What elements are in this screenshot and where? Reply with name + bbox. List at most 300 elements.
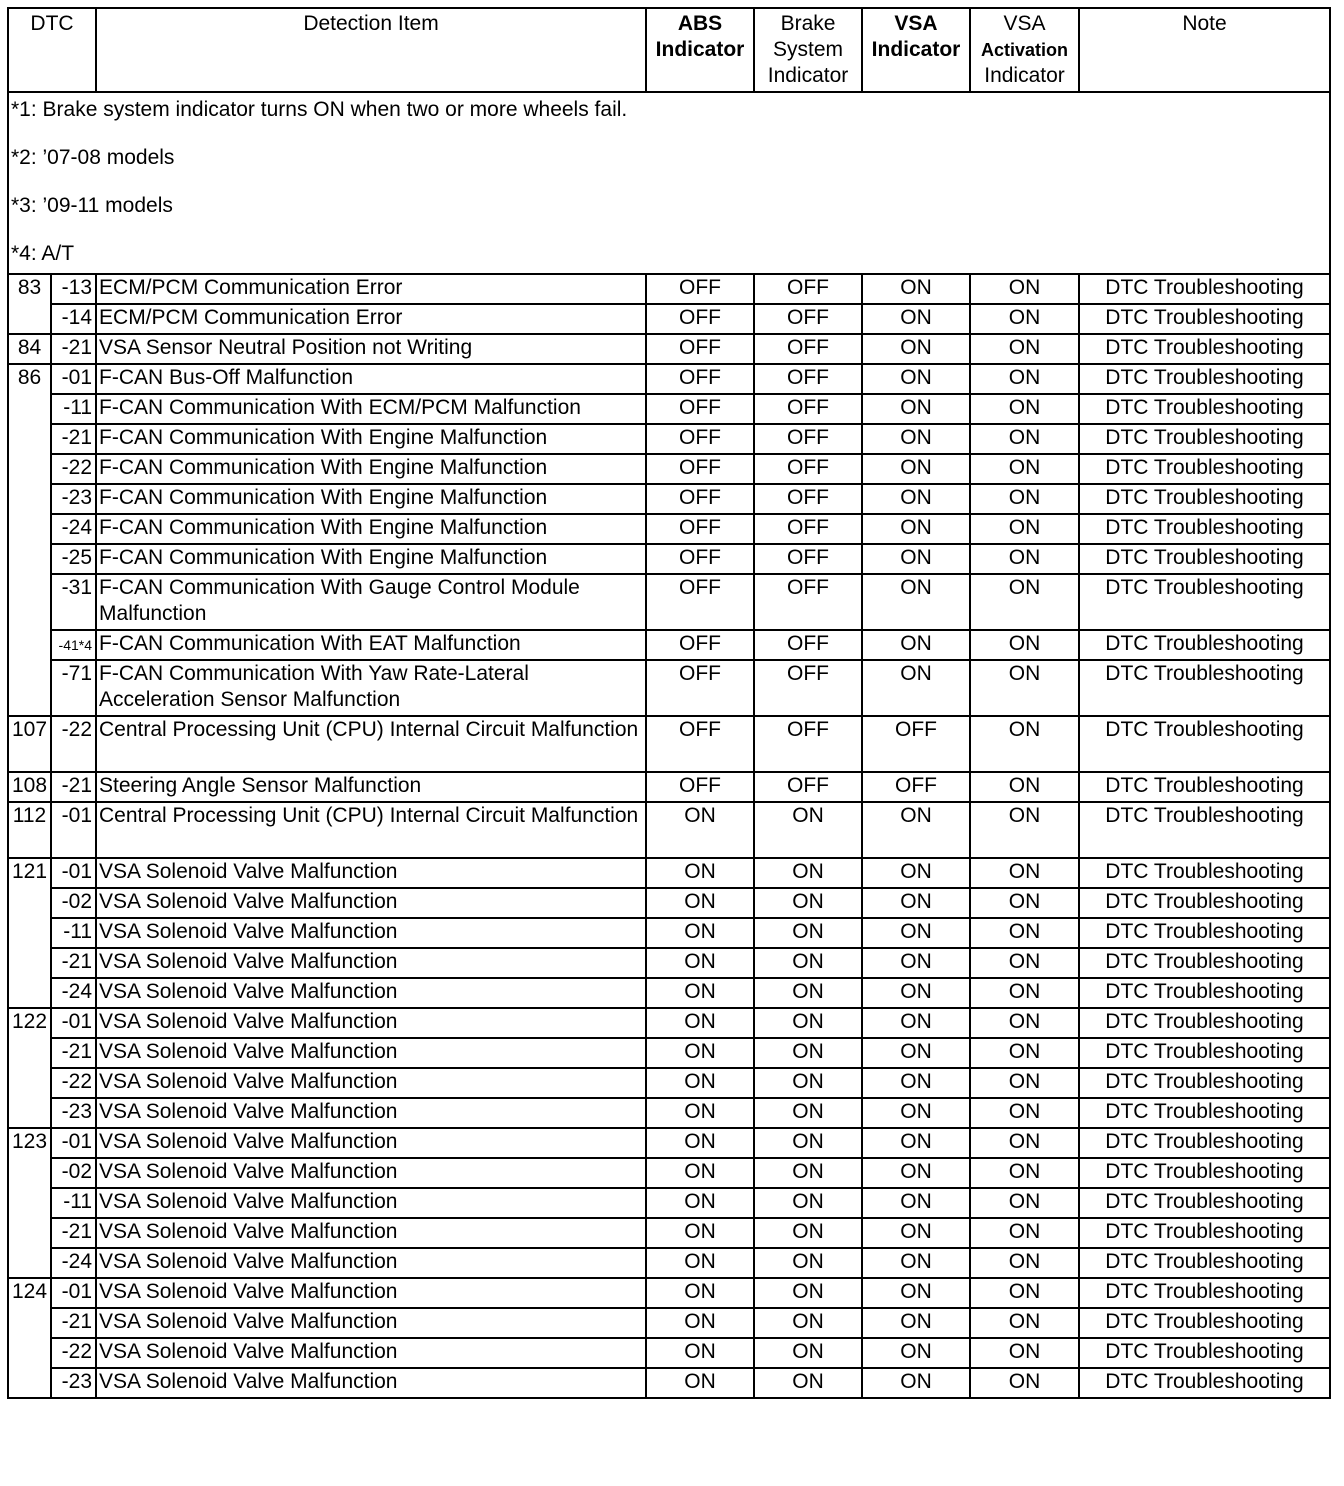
table-row <box>8 948 1330 978</box>
brake-system-indicator-state: OFF <box>754 334 862 364</box>
vsa-activation-indicator-state: ON <box>970 1128 1079 1158</box>
dtc-subcode: -11 <box>51 1188 96 1218</box>
table-row <box>8 858 1330 888</box>
header-row <box>8 8 1330 92</box>
abs-indicator-state: ON <box>646 802 754 858</box>
table-row <box>8 1188 1330 1218</box>
table-row <box>8 1248 1330 1278</box>
header-note: Note <box>1079 8 1330 92</box>
vsa-activation-indicator-state: ON <box>970 978 1079 1008</box>
detection-item: VSA Solenoid Valve Malfunction <box>96 1218 646 1248</box>
vsa-activation-indicator-state: ON <box>970 274 1079 304</box>
dtc-code: 107 <box>8 716 51 772</box>
brake-system-indicator-state: ON <box>754 1188 862 1218</box>
brake-system-indicator-state: ON <box>754 918 862 948</box>
dtc-subcode: -01 <box>51 1008 96 1038</box>
table-row <box>8 802 1330 858</box>
dtc-subcode: -14 <box>51 304 96 334</box>
brake-system-indicator-state: ON <box>754 1008 862 1038</box>
dtc-subcode: -21 <box>51 948 96 978</box>
abs-indicator-state: ON <box>646 948 754 978</box>
table-row <box>8 978 1330 1008</box>
dtc-subcode: -13 <box>51 274 96 304</box>
footnotes <box>8 92 1330 274</box>
brake-system-indicator-state: OFF <box>754 364 862 394</box>
note-link: DTC Troubleshooting <box>1079 948 1330 978</box>
note-link: DTC Troubleshooting <box>1079 918 1330 948</box>
abs-indicator-state: ON <box>646 1008 754 1038</box>
table-row <box>8 304 1330 334</box>
note-link: DTC Troubleshooting <box>1079 304 1330 334</box>
abs-indicator-state: ON <box>646 1248 754 1278</box>
table-row <box>8 334 1330 364</box>
detection-item: VSA Solenoid Valve Malfunction <box>96 1278 646 1308</box>
detection-item: F-CAN Communication With Engine Malfunction <box>96 424 646 454</box>
note-link: DTC Troubleshooting <box>1079 978 1330 1008</box>
vsa-indicator-state: ON <box>862 858 970 888</box>
note-link: DTC Troubleshooting <box>1079 1248 1330 1278</box>
dtc-subcode: -24 <box>51 978 96 1008</box>
detection-item: F-CAN Communication With ECM/PCM Malfunction <box>96 394 646 424</box>
abs-indicator-state: ON <box>646 1128 754 1158</box>
footnote: *4: A/T <box>11 242 75 265</box>
table-row <box>8 772 1330 802</box>
abs-indicator-state: ON <box>646 1368 754 1398</box>
note-link: DTC Troubleshooting <box>1079 1008 1330 1038</box>
abs-indicator-state: ON <box>646 1338 754 1368</box>
brake-system-indicator-state: ON <box>754 1068 862 1098</box>
vsa-activation-indicator-state: ON <box>970 1098 1079 1128</box>
note-link: DTC Troubleshooting <box>1079 484 1330 514</box>
detection-item: F-CAN Communication With EAT Malfunction <box>96 630 646 660</box>
table-row <box>8 424 1330 454</box>
vsa-indicator-state: ON <box>862 574 970 630</box>
abs-indicator-state: ON <box>646 918 754 948</box>
vsa-indicator-state: ON <box>862 888 970 918</box>
table-row <box>8 1008 1330 1038</box>
brake-system-indicator-state: OFF <box>754 454 862 484</box>
vsa-indicator-state: ON <box>862 948 970 978</box>
detection-item: F-CAN Communication With Engine Malfunction <box>96 484 646 514</box>
table-row <box>8 1338 1330 1368</box>
abs-indicator-state: OFF <box>646 514 754 544</box>
note-link: DTC Troubleshooting <box>1079 772 1330 802</box>
note-link: DTC Troubleshooting <box>1079 716 1330 772</box>
detection-item: VSA Sensor Neutral Position not Writing <box>96 334 646 364</box>
abs-indicator-state: OFF <box>646 274 754 304</box>
dtc-subcode: -21 <box>51 424 96 454</box>
detection-item: Central Processing Unit (CPU) Internal Circuit Malfunction <box>96 802 646 858</box>
detection-item: VSA Solenoid Valve Malfunction <box>96 1008 646 1038</box>
brake-system-indicator-state: ON <box>754 1248 862 1278</box>
abs-indicator-state: OFF <box>646 424 754 454</box>
note-link: DTC Troubleshooting <box>1079 1188 1330 1218</box>
detection-item: VSA Solenoid Valve Malfunction <box>96 1038 646 1068</box>
brake-system-indicator-state: OFF <box>754 484 862 514</box>
note-link: DTC Troubleshooting <box>1079 424 1330 454</box>
abs-indicator-state: OFF <box>646 454 754 484</box>
note-link: DTC Troubleshooting <box>1079 514 1330 544</box>
brake-system-indicator-state: OFF <box>754 424 862 454</box>
note-link: DTC Troubleshooting <box>1079 1098 1330 1128</box>
table-row <box>8 716 1330 772</box>
brake-system-indicator-state: ON <box>754 1218 862 1248</box>
note-link: DTC Troubleshooting <box>1079 394 1330 424</box>
table-row <box>8 1038 1330 1068</box>
brake-system-indicator-state: ON <box>754 978 862 1008</box>
brake-system-indicator-state: OFF <box>754 394 862 424</box>
vsa-activation-indicator-state: ON <box>970 1218 1079 1248</box>
detection-item: ECM/PCM Communication Error <box>96 304 646 334</box>
vsa-indicator-state: ON <box>862 514 970 544</box>
table-row <box>8 574 1330 630</box>
table-row <box>8 630 1330 660</box>
note-link: DTC Troubleshooting <box>1079 1128 1330 1158</box>
table-row <box>8 544 1330 574</box>
table-row <box>8 394 1330 424</box>
vsa-indicator-state: ON <box>862 1188 970 1218</box>
brake-system-indicator-state: ON <box>754 948 862 978</box>
table-row <box>8 514 1330 544</box>
dtc-subcode: -21 <box>51 1218 96 1248</box>
dtc-subcode: -21 <box>51 334 96 364</box>
abs-indicator-state: ON <box>646 1038 754 1068</box>
vsa-indicator-state: ON <box>862 1158 970 1188</box>
brake-system-indicator-state: OFF <box>754 514 862 544</box>
note-link: DTC Troubleshooting <box>1079 630 1330 660</box>
detection-item: VSA Solenoid Valve Malfunction <box>96 1098 646 1128</box>
vsa-activation-indicator-state: ON <box>970 574 1079 630</box>
vsa-indicator-state: ON <box>862 660 970 716</box>
abs-indicator-state: ON <box>646 1278 754 1308</box>
note-link: DTC Troubleshooting <box>1079 1308 1330 1338</box>
note-link: DTC Troubleshooting <box>1079 334 1330 364</box>
vsa-indicator-state: ON <box>862 1038 970 1068</box>
vsa-activation-indicator-state: ON <box>970 660 1079 716</box>
brake-system-indicator-state: ON <box>754 1038 862 1068</box>
brake-system-indicator-state: ON <box>754 1308 862 1338</box>
dtc-subcode: -31 <box>51 574 96 630</box>
detection-item: VSA Solenoid Valve Malfunction <box>96 1158 646 1188</box>
brake-system-indicator-state: OFF <box>754 772 862 802</box>
vsa-activation-indicator-state: ON <box>970 630 1079 660</box>
brake-system-indicator-state: ON <box>754 888 862 918</box>
note-link: DTC Troubleshooting <box>1079 1368 1330 1398</box>
vsa-activation-indicator-state: ON <box>970 1008 1079 1038</box>
detection-item: F-CAN Communication With Engine Malfunction <box>96 514 646 544</box>
dtc-subcode: -24 <box>51 1248 96 1278</box>
brake-system-indicator-state: OFF <box>754 716 862 772</box>
vsa-indicator-state: ON <box>862 1278 970 1308</box>
dtc-code: 86 <box>8 364 51 716</box>
note-link: DTC Troubleshooting <box>1079 454 1330 484</box>
vsa-activation-indicator-state: ON <box>970 1038 1079 1068</box>
detection-item: F-CAN Communication With Yaw Rate-Lateral Acceleration Sensor Malfunction <box>96 660 646 716</box>
vsa-indicator-state: OFF <box>862 772 970 802</box>
dtc-rows <box>8 274 1330 1398</box>
vsa-activation-indicator-state: ON <box>970 1158 1079 1188</box>
dtc-code: 108 <box>8 772 51 802</box>
table-row <box>8 364 1330 394</box>
table-row <box>8 918 1330 948</box>
vsa-indicator-state: ON <box>862 454 970 484</box>
table-row <box>8 1158 1330 1188</box>
detection-item: F-CAN Communication With Engine Malfunction <box>96 454 646 484</box>
dtc-subcode: -23 <box>51 1098 96 1128</box>
dtc-subcode: -22 <box>51 716 96 772</box>
note-link: DTC Troubleshooting <box>1079 1038 1330 1068</box>
abs-indicator-state: ON <box>646 1098 754 1128</box>
brake-system-indicator-state: ON <box>754 1128 862 1158</box>
vsa-activation-indicator-state: ON <box>970 364 1079 394</box>
vsa-indicator-state: ON <box>862 274 970 304</box>
dtc-code: 121 <box>8 858 51 1008</box>
dtc-subcode: -22 <box>51 1068 96 1098</box>
abs-indicator-state: OFF <box>646 630 754 660</box>
vsa-activation-indicator-state: ON <box>970 772 1079 802</box>
dtc-subcode: -01 <box>51 1278 96 1308</box>
vsa-activation-indicator-state: ON <box>970 394 1079 424</box>
vsa-indicator-state: ON <box>862 630 970 660</box>
detection-item: VSA Solenoid Valve Malfunction <box>96 1338 646 1368</box>
dtc-code: 112 <box>8 802 51 858</box>
abs-indicator-state: OFF <box>646 574 754 630</box>
vsa-indicator-state: ON <box>862 978 970 1008</box>
abs-indicator-state: ON <box>646 858 754 888</box>
detection-item: VSA Solenoid Valve Malfunction <box>96 1068 646 1098</box>
dtc-subcode: -11 <box>51 394 96 424</box>
header-vsa-activation-indicator: VSA Activation Indicator <box>970 8 1079 92</box>
vsa-indicator-state: ON <box>862 802 970 858</box>
table-row <box>8 1278 1330 1308</box>
vsa-activation-indicator-state: ON <box>970 1188 1079 1218</box>
vsa-indicator-state: ON <box>862 918 970 948</box>
note-link: DTC Troubleshooting <box>1079 888 1330 918</box>
brake-system-indicator-state: ON <box>754 1278 862 1308</box>
detection-item: VSA Solenoid Valve Malfunction <box>96 858 646 888</box>
table-row <box>8 454 1330 484</box>
dtc-subcode <box>51 630 96 660</box>
abs-indicator-state: ON <box>646 1188 754 1218</box>
vsa-activation-indicator-state: ON <box>970 858 1079 888</box>
brake-system-indicator-state: ON <box>754 1338 862 1368</box>
vsa-activation-indicator-state: ON <box>970 514 1079 544</box>
detection-item: F-CAN Communication With Gauge Control Module Malfunction <box>96 574 646 630</box>
brake-system-indicator-state: OFF <box>754 630 862 660</box>
detection-item: VSA Solenoid Valve Malfunction <box>96 918 646 948</box>
vsa-indicator-state: ON <box>862 334 970 364</box>
vsa-indicator-state: ON <box>862 364 970 394</box>
header-vsa-indicator: VSA Indicator <box>862 8 970 92</box>
vsa-activation-indicator-state: ON <box>970 716 1079 772</box>
abs-indicator-state: OFF <box>646 394 754 424</box>
brake-system-indicator-state: OFF <box>754 304 862 334</box>
abs-indicator-state: ON <box>646 1308 754 1338</box>
table-row <box>8 1218 1330 1248</box>
vsa-indicator-state: ON <box>862 1008 970 1038</box>
vsa-activation-indicator-state: ON <box>970 948 1079 978</box>
abs-indicator-state: ON <box>646 1158 754 1188</box>
dtc-subcode: -11 <box>51 918 96 948</box>
vsa-activation-indicator-state: ON <box>970 1338 1079 1368</box>
dtc-subcode: -25 <box>51 544 96 574</box>
vsa-activation-indicator-state: ON <box>970 1068 1079 1098</box>
note-link: DTC Troubleshooting <box>1079 274 1330 304</box>
detection-item: VSA Solenoid Valve Malfunction <box>96 1188 646 1218</box>
vsa-indicator-state: ON <box>862 1098 970 1128</box>
vsa-activation-indicator-state: ON <box>970 484 1079 514</box>
brake-system-indicator-state: OFF <box>754 660 862 716</box>
footnotes-row <box>8 92 1330 274</box>
abs-indicator-state: OFF <box>646 660 754 716</box>
abs-indicator-state: OFF <box>646 544 754 574</box>
note-link: DTC Troubleshooting <box>1079 660 1330 716</box>
brake-system-indicator-state: ON <box>754 1098 862 1128</box>
table-row <box>8 1308 1330 1338</box>
detection-item: F-CAN Communication With Engine Malfunction <box>96 544 646 574</box>
abs-indicator-state: OFF <box>646 334 754 364</box>
detection-item: ECM/PCM Communication Error <box>96 274 646 304</box>
brake-system-indicator-state: ON <box>754 1368 862 1398</box>
vsa-activation-indicator-state: ON <box>970 454 1079 484</box>
brake-system-indicator-state: ON <box>754 858 862 888</box>
dtc-subcode: -22 <box>51 1338 96 1368</box>
detection-item: VSA Solenoid Valve Malfunction <box>96 1368 646 1398</box>
footnote: *1: Brake system indicator turns ON when two or more wheels fail. <box>11 98 628 121</box>
table-row <box>8 1368 1330 1398</box>
vsa-activation-indicator-state: ON <box>970 1248 1079 1278</box>
footnote: *3: ’09-11 models <box>11 194 173 217</box>
vsa-activation-indicator-state: ON <box>970 1308 1079 1338</box>
note-link: DTC Troubleshooting <box>1079 1158 1330 1188</box>
table-row <box>8 274 1330 304</box>
dtc-subcode: -01 <box>51 364 96 394</box>
abs-indicator-state: ON <box>646 1068 754 1098</box>
abs-indicator-state: OFF <box>646 772 754 802</box>
dtc-subcode: -01 <box>51 802 96 858</box>
detection-item: VSA Solenoid Valve Malfunction <box>96 1128 646 1158</box>
vsa-activation-indicator-state: ON <box>970 888 1079 918</box>
abs-indicator-state: OFF <box>646 484 754 514</box>
vsa-indicator-state: ON <box>862 1248 970 1278</box>
abs-indicator-state: ON <box>646 1218 754 1248</box>
header-detection-item: Detection Item <box>96 8 646 92</box>
vsa-activation-indicator-state: ON <box>970 1368 1079 1398</box>
detection-item: VSA Solenoid Valve Malfunction <box>96 948 646 978</box>
table-row <box>8 1068 1330 1098</box>
vsa-activation-indicator-state: ON <box>970 304 1079 334</box>
vsa-activation-indicator-state: ON <box>970 918 1079 948</box>
dtc-subcode: -23 <box>51 484 96 514</box>
dtc-code: 123 <box>8 1128 51 1278</box>
table-row <box>8 484 1330 514</box>
vsa-indicator-state: ON <box>862 1218 970 1248</box>
dtc-code: 124 <box>8 1278 51 1398</box>
footnote: *2: ’07-08 models <box>11 146 175 169</box>
note-link: DTC Troubleshooting <box>1079 802 1330 858</box>
table-row <box>8 1098 1330 1128</box>
vsa-activation-indicator-state: ON <box>970 334 1079 364</box>
detection-item: VSA Solenoid Valve Malfunction <box>96 888 646 918</box>
brake-system-indicator-state: OFF <box>754 274 862 304</box>
abs-indicator-state: OFF <box>646 304 754 334</box>
dtc-table <box>7 7 1331 1399</box>
note-link: DTC Troubleshooting <box>1079 1338 1330 1368</box>
dtc-subcode: -21 <box>51 1308 96 1338</box>
brake-system-indicator-state: ON <box>754 1158 862 1188</box>
vsa-activation-indicator-state: ON <box>970 1278 1079 1308</box>
dtc-subcode: -02 <box>51 888 96 918</box>
brake-system-indicator-state: OFF <box>754 574 862 630</box>
header-abs-indicator: ABS Indicator <box>646 8 754 92</box>
vsa-indicator-state: ON <box>862 1368 970 1398</box>
vsa-activation-indicator-state: ON <box>970 544 1079 574</box>
dtc-subcode: -01 <box>51 1128 96 1158</box>
abs-indicator-state: ON <box>646 978 754 1008</box>
detection-item: Central Processing Unit (CPU) Internal Circuit Malfunction <box>96 716 646 772</box>
header-dtc: DTC <box>8 8 96 92</box>
note-link: DTC Troubleshooting <box>1079 858 1330 888</box>
vsa-indicator-state: ON <box>862 1308 970 1338</box>
note-link: DTC Troubleshooting <box>1079 544 1330 574</box>
vsa-indicator-state: ON <box>862 1128 970 1158</box>
dtc-subcode: -22 <box>51 454 96 484</box>
detection-item: VSA Solenoid Valve Malfunction <box>96 978 646 1008</box>
vsa-indicator-state: OFF <box>862 716 970 772</box>
dtc-subcode: -23 <box>51 1368 96 1398</box>
dtc-subcode: -21 <box>51 1038 96 1068</box>
table-row <box>8 660 1330 716</box>
table-row <box>8 1128 1330 1158</box>
abs-indicator-state: OFF <box>646 716 754 772</box>
note-link: DTC Troubleshooting <box>1079 364 1330 394</box>
dtc-subcode: -21 <box>51 772 96 802</box>
dtc-code: 83 <box>8 274 51 334</box>
vsa-activation-indicator-state: ON <box>970 802 1079 858</box>
dtc-subcode-value: -41 <box>58 637 79 653</box>
detection-item: VSA Solenoid Valve Malfunction <box>96 1308 646 1338</box>
vsa-indicator-state: ON <box>862 1068 970 1098</box>
vsa-activation-indicator-state: ON <box>970 424 1079 454</box>
footnote-ref: *4 <box>78 637 93 653</box>
vsa-indicator-state: ON <box>862 304 970 334</box>
brake-system-indicator-state: ON <box>754 802 862 858</box>
vsa-indicator-state: ON <box>862 394 970 424</box>
note-link: DTC Troubleshooting <box>1079 1278 1330 1308</box>
abs-indicator-state: OFF <box>646 364 754 394</box>
header-brake-system-indicator: Brake System Indicator <box>754 8 862 92</box>
detection-item: F-CAN Bus-Off Malfunction <box>96 364 646 394</box>
detection-item: Steering Angle Sensor Malfunction <box>96 772 646 802</box>
dtc-subcode: -24 <box>51 514 96 544</box>
dtc-subcode: -02 <box>51 1158 96 1188</box>
dtc-subcode: -71 <box>51 660 96 716</box>
dtc-code: 84 <box>8 334 51 364</box>
detection-item: VSA Solenoid Valve Malfunction <box>96 1248 646 1278</box>
brake-system-indicator-state: OFF <box>754 544 862 574</box>
vsa-indicator-state: ON <box>862 484 970 514</box>
dtc-code: 122 <box>8 1008 51 1128</box>
table-row <box>8 888 1330 918</box>
note-link: DTC Troubleshooting <box>1079 1068 1330 1098</box>
dtc-subcode: -01 <box>51 858 96 888</box>
vsa-indicator-state: ON <box>862 544 970 574</box>
vsa-indicator-state: ON <box>862 424 970 454</box>
note-link: DTC Troubleshooting <box>1079 574 1330 630</box>
vsa-indicator-state: ON <box>862 1338 970 1368</box>
note-link: DTC Troubleshooting <box>1079 1218 1330 1248</box>
abs-indicator-state: ON <box>646 888 754 918</box>
